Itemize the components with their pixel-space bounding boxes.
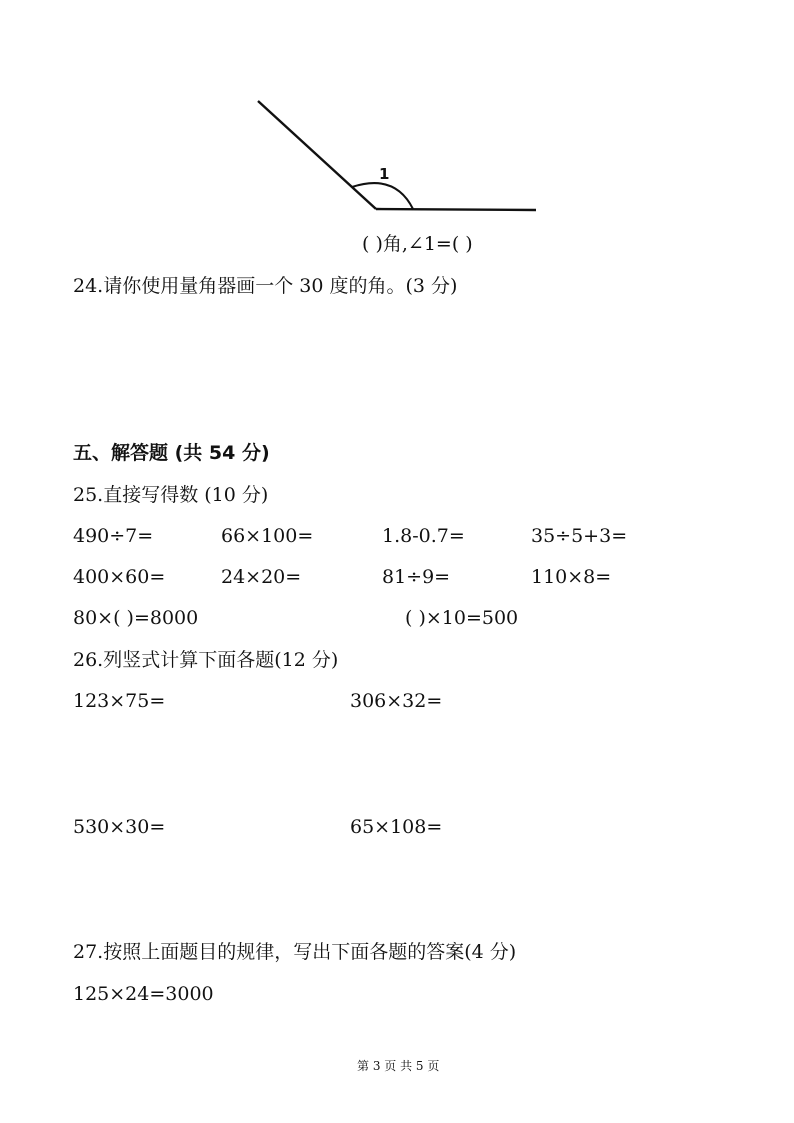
page-footer: 第 3 页 共 5 页 bbox=[357, 1059, 440, 1073]
section5-title: 五、解答题 (共 54 分) bbox=[73, 442, 270, 464]
q25-item: 400×60= bbox=[73, 566, 166, 588]
angle-figure bbox=[250, 95, 550, 225]
q25-item: 81÷9= bbox=[382, 566, 451, 588]
q25-item: 490÷7= bbox=[73, 525, 154, 547]
q26-title: 26.列竖式计算下面各题(12 分) bbox=[73, 649, 339, 671]
q26-item: 123×75= bbox=[73, 690, 166, 712]
q25-title: 25.直接写得数 (10 分) bbox=[73, 484, 269, 506]
q25-item: 1.8-0.7= bbox=[382, 525, 465, 547]
q26-item: 530×30= bbox=[73, 816, 166, 838]
q25-item: 66×100= bbox=[221, 525, 314, 547]
angle-label: 1 bbox=[379, 165, 390, 183]
q25-item: 80×( )=8000 bbox=[73, 607, 199, 629]
angle-ray-horizontal bbox=[376, 209, 536, 210]
q27-title: 27.按照上面题目的规律，写出下面各题的答案(4 分) bbox=[73, 941, 517, 963]
angle-ray-upper bbox=[258, 101, 376, 209]
q25-item: 24×20= bbox=[221, 566, 302, 588]
q27-line: 125×24=3000 bbox=[73, 983, 214, 1005]
q24-text: 24.请你使用量角器画一个 30 度的角。(3 分) bbox=[73, 275, 458, 297]
q26-item: 65×108= bbox=[350, 816, 443, 838]
q25-item: 110×8= bbox=[531, 566, 612, 588]
q23-answer-line: ( )角,∠1=( ) bbox=[362, 233, 473, 255]
q26-item: 306×32= bbox=[350, 690, 443, 712]
q25-item: 35÷5+3= bbox=[531, 525, 628, 547]
q25-item: ( )×10=500 bbox=[405, 607, 519, 629]
